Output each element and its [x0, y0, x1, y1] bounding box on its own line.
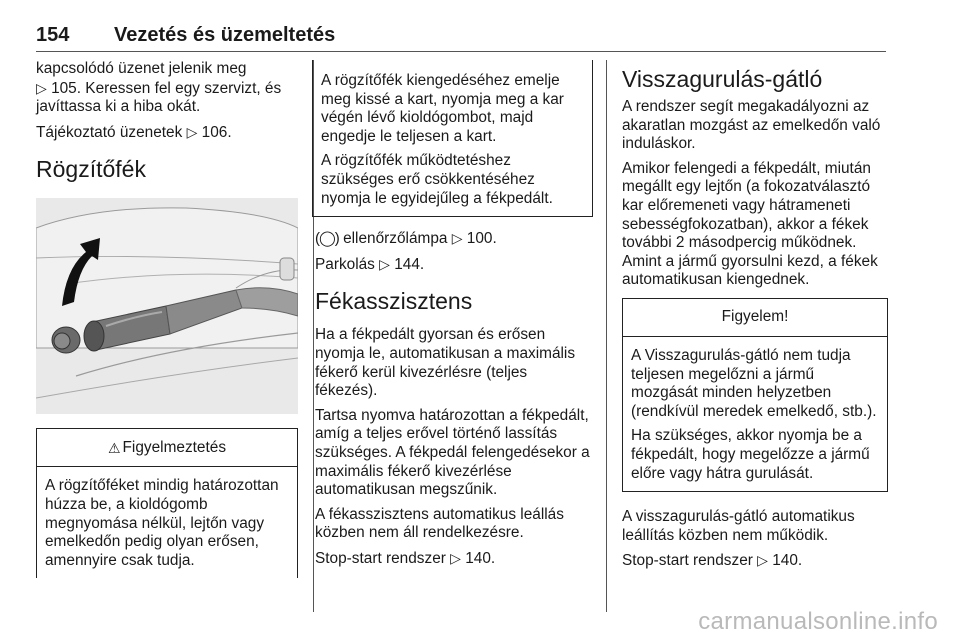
brake-assist-paragraph-1: Ha a fékpedált gyorsan és erősen nyomja le, automatikusan a maximális fékerő kerül kivezérlésre (teljes fékezés). [315, 326, 576, 400]
indicator-lamp-reference: (◯) ellenőrzőlámpa ▷ 100. [315, 230, 497, 248]
warning-box-continued: A rögzítőfék kiengedéséhez emelje meg kissé a kart, nyomja meg a kar végén lévő kioldógombot, majd engedje le teljesen a kart. A rögzítőfék működtetéshez szükséges erő csökkentéséhez nyomja le egyidejűleg a fékpedált. [312, 60, 593, 217]
column-2 [313, 60, 593, 574]
page-reference[interactable]: 144 [394, 255, 420, 273]
caution-box [622, 298, 888, 492]
parking-brake-illustration [36, 198, 298, 414]
reference-arrow-icon: ▷ [36, 79, 47, 96]
hill-start-paragraph-1: A rendszer segít megakadályozni az akaratlan mozgást az emelkedőn való induláskor. [622, 98, 881, 153]
page-reference[interactable]: 105 [51, 79, 77, 97]
section-heading-brake-assist: Fékasszisztens [315, 288, 473, 315]
column-1 [36, 60, 298, 578]
reference-arrow-icon: ▷ [451, 230, 463, 247]
page-header [36, 6, 886, 52]
reference-arrow-icon: ▷ [757, 552, 768, 569]
reference-arrow-icon: ▷ [450, 549, 461, 566]
warning-box-body: A rögzítőféket mindig határozottan húzza be, a kioldógomb megnyomása nélkül, lejtőn vagy emelkedőn pedig olyan erősen, amennyire csak tudja. [45, 477, 279, 569]
brake-indicator-lamp-icon: (◯) [315, 230, 339, 248]
warning-triangle-icon: ⚠ [107, 439, 121, 456]
stop-start-reference: Stop-start rendszer ▷ 140. [622, 552, 803, 570]
warning-box-header: ⚠ Figyelmeztetés [37, 429, 297, 467]
column-3 [622, 60, 888, 577]
parking-reference: Parkolás ▷ 144. [315, 255, 425, 273]
caution-box-header: Figyelem! [623, 299, 887, 337]
brake-assist-paragraph-3: A fékasszisztens automatikus leállás közben nem áll rendelkezésre. [315, 505, 564, 542]
page-number: 154 [36, 24, 70, 46]
section-heading-hill-start-assist: Visszagurulás-gátló [622, 66, 823, 92]
intro-paragraph: kapcsolódó üzenet jelenik meg ▷ 105. Keressen fel egy szervizt, és javíttassa ki a hiba okát. [36, 60, 282, 116]
page-reference[interactable]: 140 [772, 552, 798, 570]
page-title: Vezetés és üzemeltetés [114, 24, 336, 46]
page-reference[interactable]: 100 [466, 230, 493, 248]
reference-arrow-icon: ▷ [379, 255, 390, 272]
column-divider-2 [606, 60, 607, 612]
brake-assist-paragraph-2: Tartsa nyomva határozottan a fékpedált, amíg a teljes erővel történő lassítás szükséges. A fékpedál felengedésekor a maximális fékerő kivezérlése automatikusan megszűnik. [315, 406, 590, 499]
warning-box [36, 428, 298, 578]
stop-start-reference: Stop-start rendszer ▷ 140. [315, 549, 496, 567]
page-reference[interactable]: 106 [201, 123, 228, 141]
section-heading-parking-brake: Rögzítőfék [36, 156, 146, 183]
page-reference[interactable]: 140 [465, 549, 491, 567]
reference-arrow-icon: ▷ [186, 123, 198, 140]
info-messages-reference: Tájékoztató üzenetek ▷ 106. [36, 123, 232, 141]
hill-start-paragraph-3: A visszagurulás-gátló automatikus leállítás közben nem működik. [622, 508, 855, 544]
watermark: carmanualsonline.info [698, 608, 938, 635]
caution-box-body: A Visszagurulás-gátló nem tudja teljesen megelőzni a jármű mozgását minden helyzetben (rendkívül meredek emelkedő, stb.). Ha szükséges, akkor nyomja be a fékpedált, hogy megelőzze a jármű előre vagy hátra gurulását. [631, 346, 877, 482]
hill-start-paragraph-2: Amikor felengedi a fékpedált, miután megállt egy lejtőn (a fokozatválasztó kar előremeneti vagy hátrameneti sebességfokozatban), akkor a fékek további 2 másodpercig működnek. Amint a jármű gyorsulni kezd, a fékek automatikusan kiengednek. [622, 159, 878, 289]
